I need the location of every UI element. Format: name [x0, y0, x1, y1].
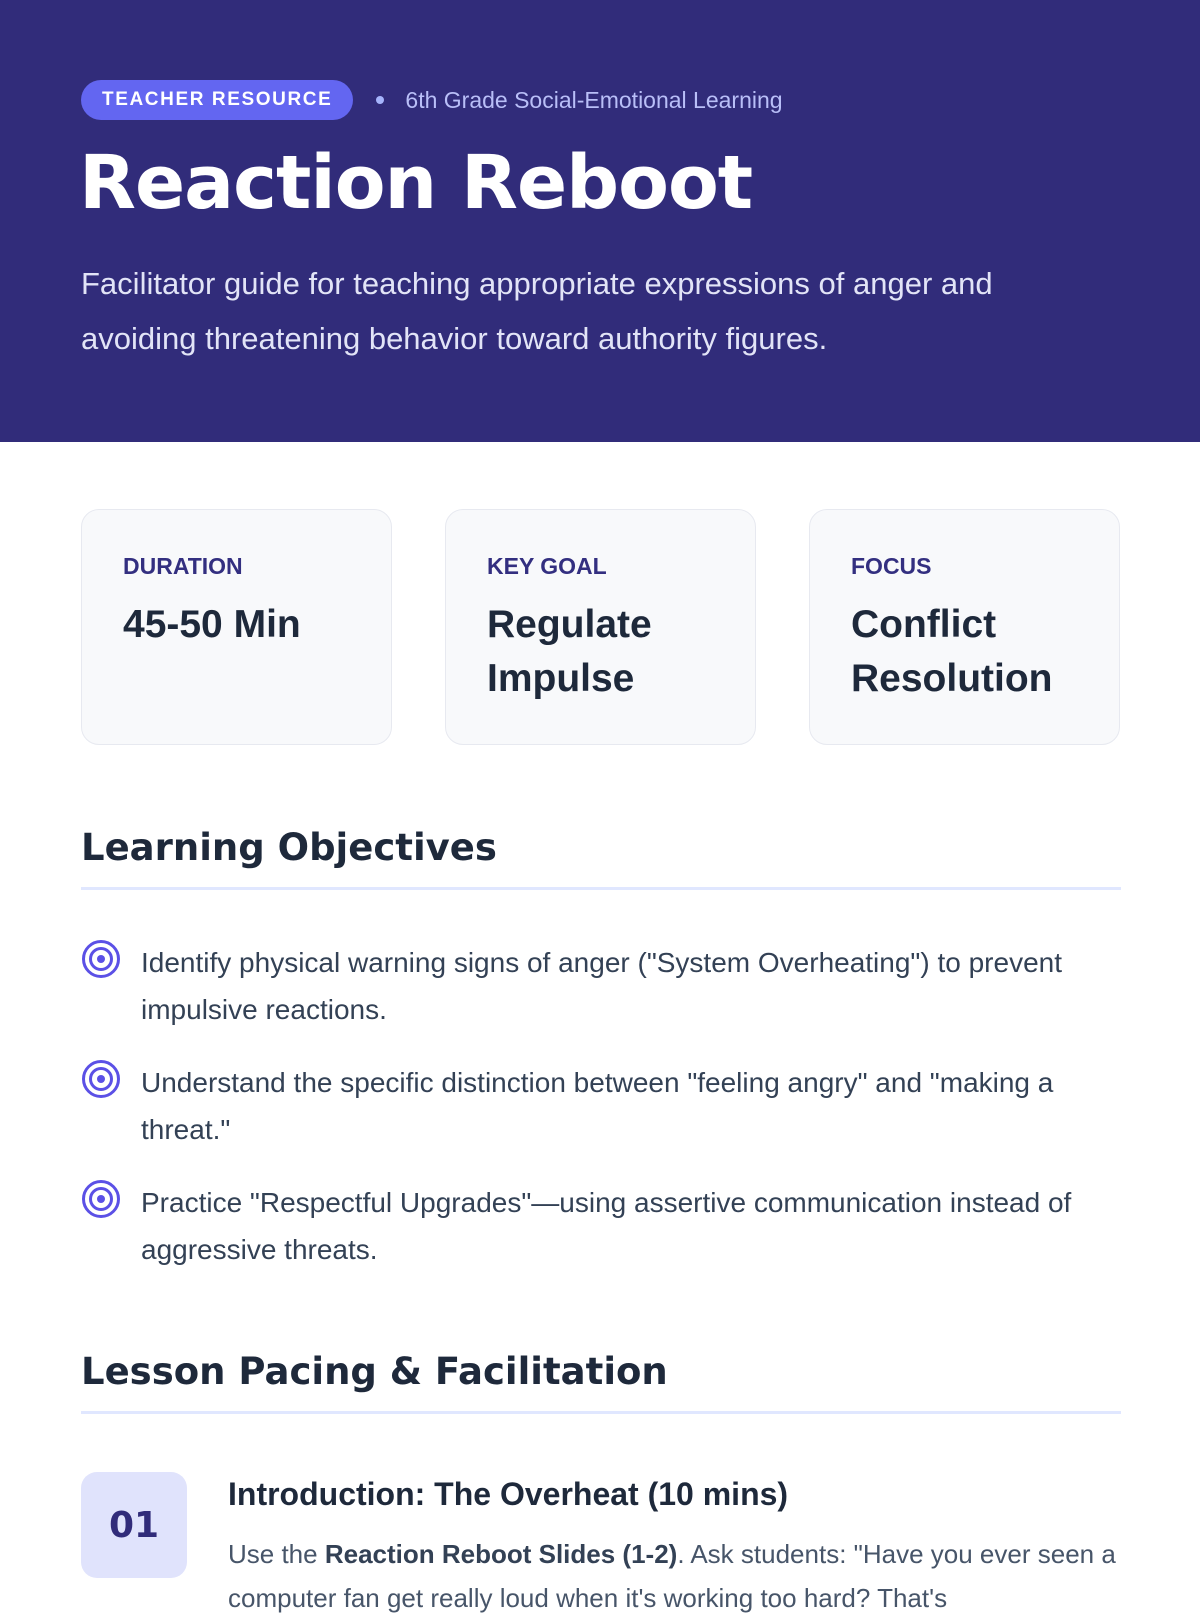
- objective-text: Identify physical warning signs of anger ("System Overheating") to prevent impulsive reactions.: [141, 947, 1062, 1025]
- grade-label: 6th Grade Social-Emotional Learning: [405, 86, 783, 113]
- card-value: 45-50 Min: [123, 603, 301, 646]
- hero-meta: [81, 80, 783, 120]
- hero-header: [0, 0, 1200, 442]
- step-number-badge: 01: [81, 1472, 187, 1578]
- card-value: Regulate Impulse: [487, 603, 652, 700]
- target-icon: [81, 1179, 121, 1219]
- card-label: KEY GOAL: [487, 553, 607, 579]
- target-icon: [81, 939, 121, 979]
- objective-text: Understand the specific distinction between "feeling angry" and "making a threat.": [141, 1067, 1054, 1145]
- page-subtitle: Facilitator guide for teaching appropriate expressions of anger and avoiding threatening behavior toward authority figures.: [81, 266, 993, 356]
- learning-objectives-heading: Learning Objectives: [81, 826, 1121, 890]
- lesson-pacing-heading: Lesson Pacing & Facilitation: [81, 1350, 1121, 1414]
- separator-dot: [376, 96, 384, 104]
- target-icon: [81, 1059, 121, 1099]
- teacher-resource-badge: TEACHER RESOURCE: [81, 80, 353, 120]
- card-label: FOCUS: [851, 553, 932, 579]
- key-goal-card: [445, 509, 756, 745]
- slides-reference: Reaction Reboot Slides (1-2): [324, 1539, 678, 1569]
- step-title: Introduction: The Overheat (10 mins): [228, 1476, 789, 1512]
- step-body-rest: . Ask students: "Have you ever seen a computer fan get really loud when it's working too hard? That's: [228, 1539, 1116, 1613]
- objective-text: Practice "Respectful Upgrades"—using assertive communication instead of aggressive threats.: [141, 1187, 1072, 1265]
- focus-card: [809, 509, 1120, 745]
- card-value: Conflict Resolution: [851, 603, 1053, 700]
- page-title: Reaction Reboot: [79, 140, 753, 226]
- duration-card: [81, 509, 392, 745]
- step-body-intro: Use the: [228, 1539, 325, 1569]
- card-label: DURATION: [123, 553, 243, 579]
- step-description: [228, 1532, 1118, 1620]
